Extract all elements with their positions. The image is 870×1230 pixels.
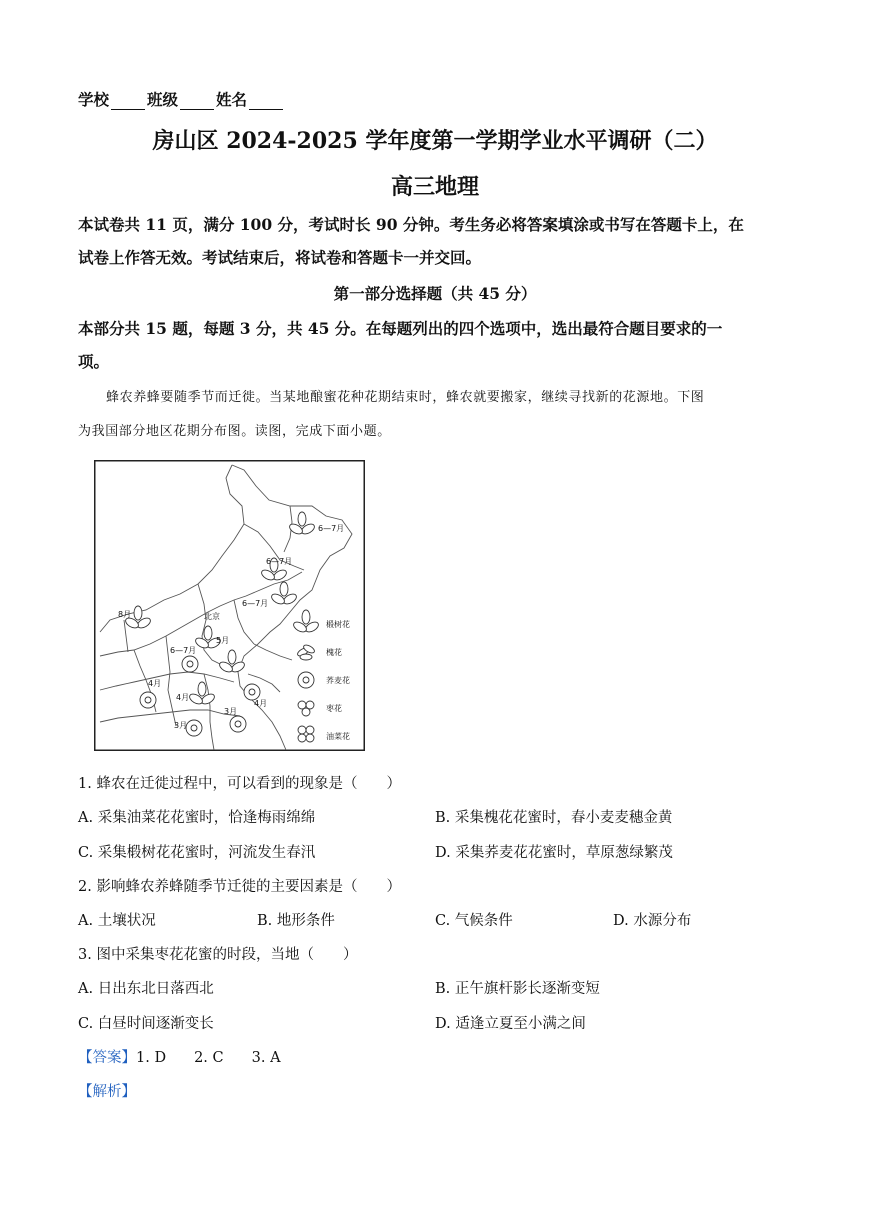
flower-icon xyxy=(244,684,260,700)
question-3-stem: 3. 图中采集枣花花蜜的时段，当地（ ） xyxy=(78,947,358,963)
exam-title: 房山区 2024-2025 学年度第一学期学业水平调研（二） xyxy=(152,128,718,154)
school-blank xyxy=(111,93,145,110)
instructions-line-1: 本试卷共 11 页，满分 100 分，考试时长 90 分钟。考生务必将答案填涂或书写在答题卡上，在 xyxy=(78,215,744,234)
map-label-m4: 8月 xyxy=(118,610,132,619)
flowering-map xyxy=(94,460,365,751)
class-label: 班级 xyxy=(147,90,179,109)
question-3-option-d: D. 适逢立夏至小满之间 xyxy=(435,1016,586,1032)
name-label: 姓名 xyxy=(216,90,248,109)
question-3-option-c: C. 白昼时间逐渐变长 xyxy=(78,1016,214,1032)
section-desc-2: 项。 xyxy=(78,352,110,371)
question-1-option-c: C. 采集椴树花花蜜时，河流发生春汛 xyxy=(78,845,316,861)
passage-line-2: 为我国部分地区花期分布图。读图，完成下面小题。 xyxy=(78,424,391,439)
question-2-option-b: B. 地形条件 xyxy=(257,913,335,929)
map-label-m5: 5月 xyxy=(216,636,230,645)
map-label-m2: 6—7月 xyxy=(266,557,293,566)
passage-line-1: 蜂农养蜂要随季节而迁徙。当某地酿蜜花种花期结束时，蜂农就要搬家，继续寻找新的花源地。下图 xyxy=(106,390,705,405)
instructions-line-2: 试卷上作答无效。考试结束后，将试卷和答题卡一并交回。 xyxy=(78,248,482,267)
question-3-option-b: B. 正午旗杆影长逐渐变短 xyxy=(435,981,600,997)
map-label-m1: 6—7月 xyxy=(318,524,345,533)
question-1-stem: 1. 蜂农在迁徙过程中，可以看到的现象是（ ） xyxy=(78,776,401,792)
question-1-option-b: B. 采集槐花花蜜时，春小麦麦穗金黄 xyxy=(435,810,673,826)
class-blank xyxy=(180,93,214,110)
map-label-m9: 3月 xyxy=(174,721,188,730)
subject-title: 高三地理 xyxy=(390,174,479,200)
school-label: 学校 xyxy=(78,90,110,109)
question-3-option-a: A. 日出东北日落西北 xyxy=(78,981,214,997)
map-label-m3: 6—7月 xyxy=(242,599,269,608)
flower-icon xyxy=(182,656,198,672)
answer-2: 2. C xyxy=(194,1050,224,1066)
analysis-label: 【解析】 xyxy=(78,1084,136,1100)
answer-label: 【答案】 xyxy=(78,1050,136,1066)
map-label-m7: 4月 xyxy=(148,679,162,688)
student-info-line xyxy=(78,88,285,110)
name-blank xyxy=(249,93,283,110)
map-label-beijing: 北京 xyxy=(204,612,220,621)
section-title: 第一部分选择题（共 45 分） xyxy=(333,284,537,303)
question-2-option-d: D. 水源分布 xyxy=(613,913,692,929)
flower-icon xyxy=(140,692,156,708)
answer-line xyxy=(78,1046,281,1067)
legend-buckwheat: 荞麦花 xyxy=(326,676,350,685)
legend-rapeseed: 油菜花 xyxy=(326,732,350,741)
question-2-option-a: A. 土壤状况 xyxy=(78,913,156,929)
map-label-m6: 6—7月 xyxy=(170,646,197,655)
section-desc-1: 本部分共 15 题，每题 3 分，共 45 分。在每题列出的四个选项中，选出最符合题目要求的一 xyxy=(78,319,723,338)
question-1-option-d: D. 采集荞麦花花蜜时，草原葱绿繁茂 xyxy=(435,845,673,861)
legend-linden: 椴树花 xyxy=(326,620,350,629)
buckwheat-flower-icon xyxy=(298,672,314,688)
flowering-map-figure xyxy=(94,460,365,751)
question-2-stem: 2. 影响蜂农养蜂随季节迁徙的主要因素是（ ） xyxy=(78,879,401,895)
map-label-m11: 4月 xyxy=(254,699,268,708)
answer-1: 1. D xyxy=(136,1050,167,1066)
answer-3: 3. A xyxy=(251,1050,281,1066)
legend-jujube: 枣花 xyxy=(326,704,342,713)
flower-icon xyxy=(230,716,246,732)
map-label-m10: 3月 xyxy=(224,707,238,716)
map-label-m8: 4月 xyxy=(176,693,190,702)
flower-icon xyxy=(186,720,202,736)
legend-locust: 槐花 xyxy=(326,648,342,657)
question-2-option-c: C. 气候条件 xyxy=(435,913,513,929)
question-1-option-a: A. 采集油菜花花蜜时，恰逢梅雨绵绵 xyxy=(78,810,316,826)
